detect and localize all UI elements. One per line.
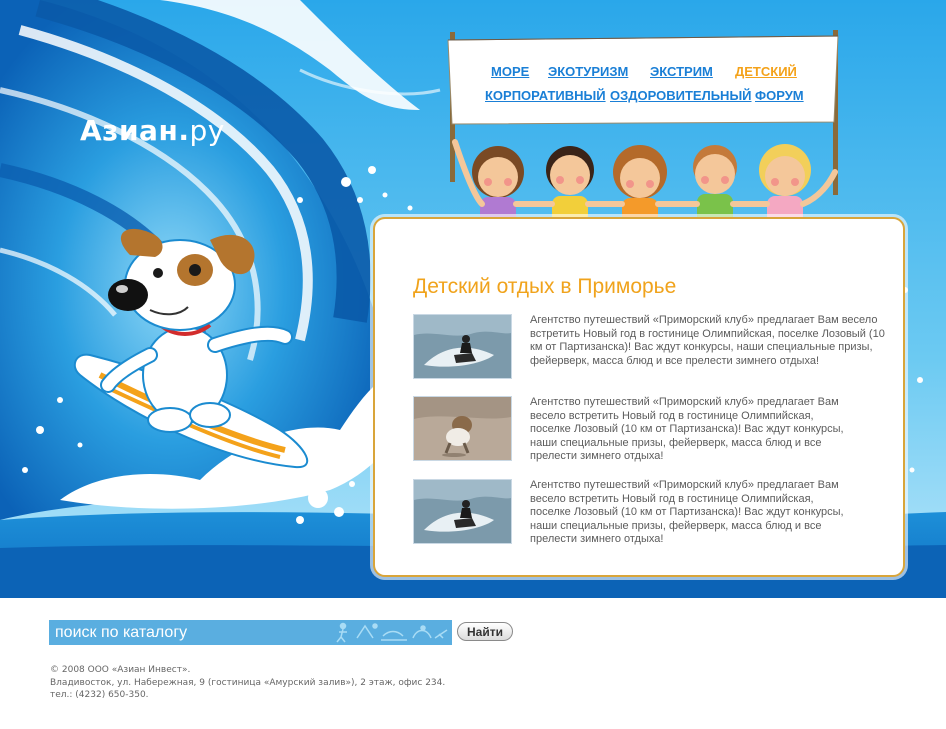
news-item <box>413 314 883 380</box>
logo-name: Азиан <box>80 114 179 147</box>
logo-dot: . <box>178 114 190 147</box>
news-item-text: Агентство путешествий «Приморский клуб» предлагает Вам весело встретить Новый год в гостинице Олимпийская, поселке Лозовый (10 км от Партизанска)! Вас ждут конкурсы, наши специальные призы, фейерверк, масса блюд и все прелести зимнего отдыха! <box>530 396 844 462</box>
news-item <box>413 396 883 462</box>
footer-phone: тел.: (4232) 650-350. <box>50 690 149 700</box>
content-panel <box>373 217 905 577</box>
dog-beach-thumbnail[interactable] <box>413 396 512 461</box>
catalog-search-bar <box>49 620 452 645</box>
site-logo[interactable] <box>80 114 225 147</box>
nav-link-wellness[interactable]: ОЗДОРОВИТЕЛЬНЫЙ <box>610 88 752 103</box>
logo-suffix: ру <box>189 114 225 147</box>
nav-link-forum[interactable]: ФОРУМ <box>755 88 804 103</box>
nav-link-kids[interactable]: ДЕТСКИЙ <box>735 64 797 79</box>
jetski-thumbnail[interactable] <box>413 479 512 544</box>
footer-copyright: © 2008 ООО «Азиан Инвест». <box>50 665 191 675</box>
catalog-search-input[interactable] <box>49 620 329 645</box>
search-button[interactable]: Найти <box>457 622 513 641</box>
footer-address: Владивосток, ул. Набережная, 9 (гостиница «Амурский залив»), 2 этаж, офис 234. <box>50 677 446 688</box>
nav-link-extreme[interactable]: ЭКСТРИМ <box>650 64 713 79</box>
news-item-text: Агентство путешествий «Приморский клуб» предлагает Вам весело встретить Новый год в гостинице Олимпийская, поселке Лозовый (10 км от Партизанска)! Вас ждут конкурсы, наши специальные призы, фейерверк, масса блюд и все прелести зимнего отдыха! <box>530 314 885 367</box>
page-title: Детский отдых в Приморье <box>413 275 677 298</box>
nav-link-ecotourism[interactable]: ЭКОТУРИЗМ <box>548 64 629 79</box>
footer <box>50 664 445 702</box>
nav-link-sea[interactable]: МОРЕ <box>491 64 530 79</box>
jetski-thumbnail[interactable] <box>413 314 512 379</box>
activities-icons-decoration <box>331 620 452 645</box>
nav-link-corporate[interactable]: КОРПОРАТИВНЫЙ <box>485 88 606 103</box>
news-item <box>413 479 883 545</box>
news-item-text: Агентство путешествий «Приморский клуб» предлагает Вам весело встретить Новый год в гостинице Олимпийская, поселке Лозовый (10 км от Партизанска)! Вас ждут конкурсы, наши специальные призы, фейерверк, масса блюд и все прелести зимнего отдыха! <box>530 479 844 545</box>
surfing-dog-illustration <box>70 225 370 485</box>
